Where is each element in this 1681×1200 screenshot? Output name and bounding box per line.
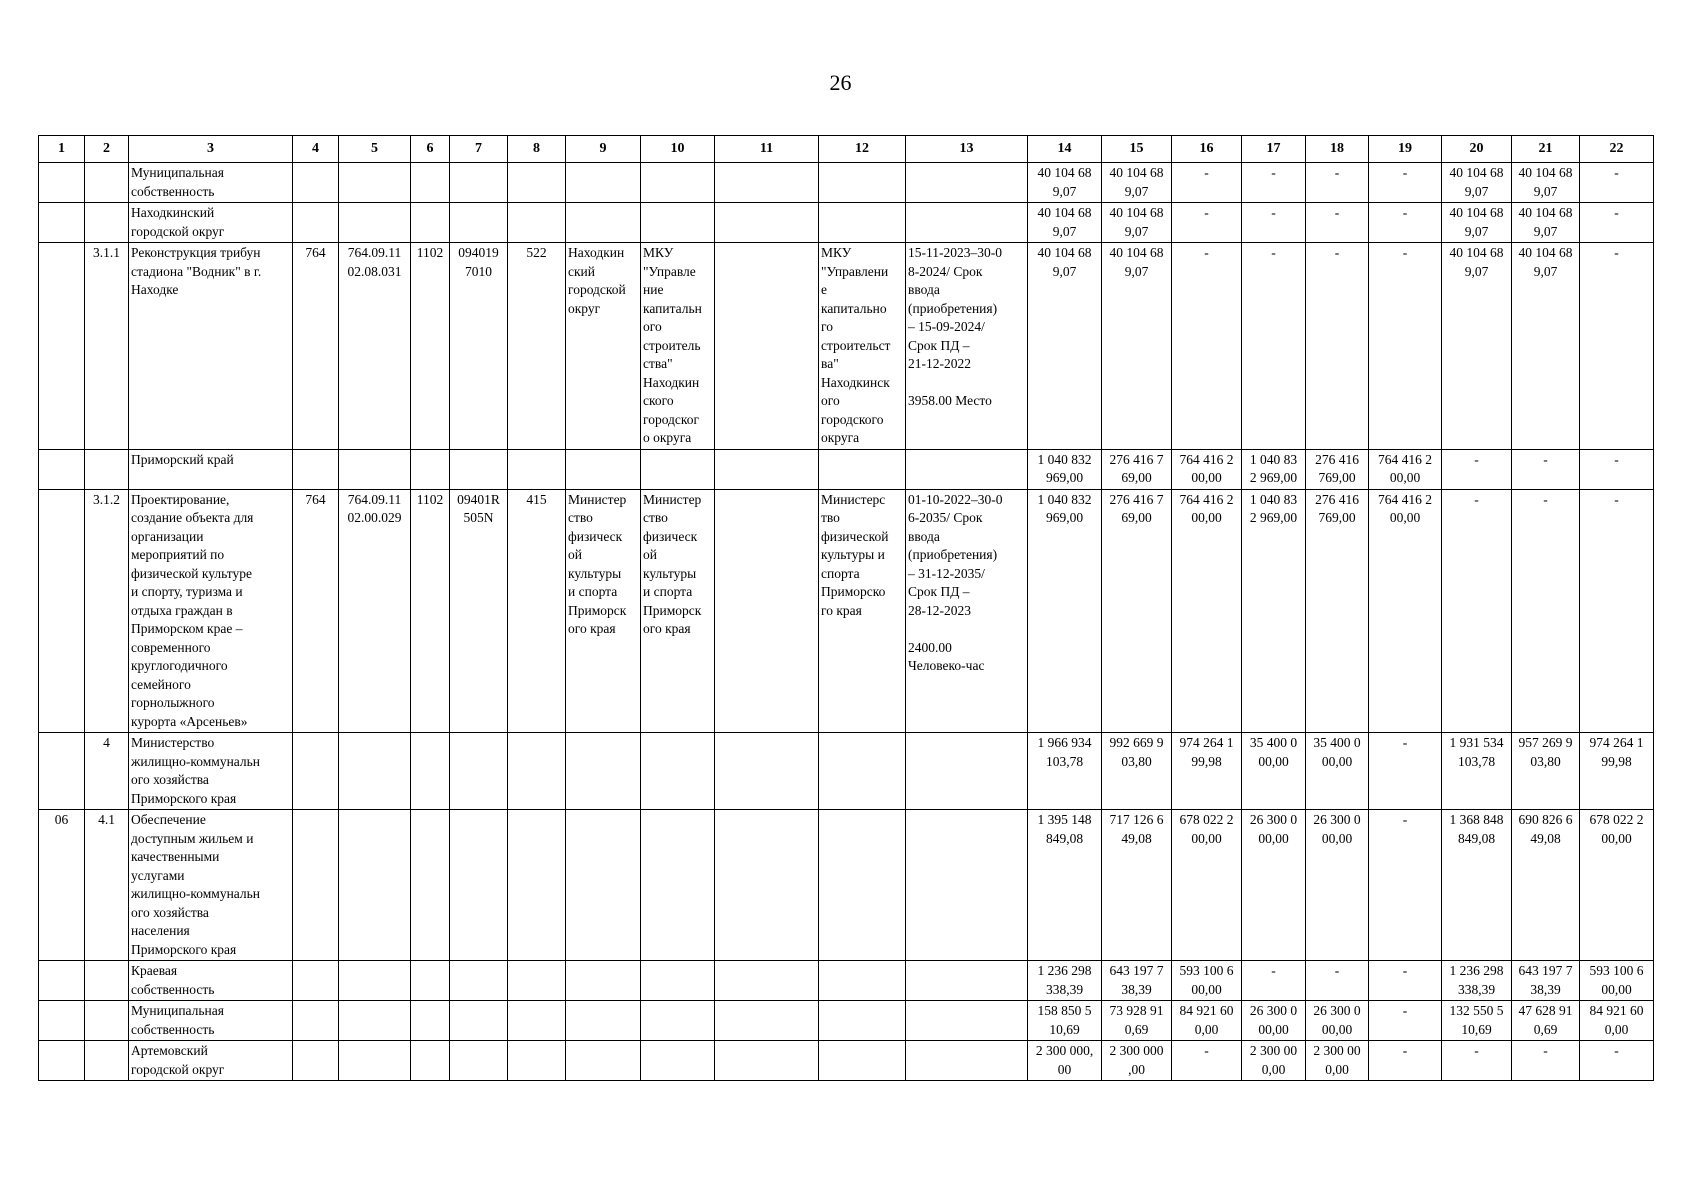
col-7-target-cell	[450, 733, 508, 810]
col-8-type-cell	[508, 810, 566, 961]
col-17-amount-cell: -	[1242, 203, 1306, 243]
col-7-target-cell: 09401R 505N	[450, 489, 508, 733]
col-7-target-cell	[450, 449, 508, 489]
col-4-grbs-cell	[293, 733, 339, 810]
header-cell: 22	[1580, 136, 1654, 163]
col-7-target-cell	[450, 1041, 508, 1081]
header-cell: 7	[450, 136, 508, 163]
col-5-code-cell	[339, 961, 411, 1001]
col-14-amount-cell: 1 040 832 969,00	[1028, 449, 1102, 489]
col-5-code-cell	[339, 810, 411, 961]
col-11-cell	[715, 449, 819, 489]
col-22-amount-cell: -	[1580, 449, 1654, 489]
col-15-amount-cell: 276 416 7 69,00	[1102, 489, 1172, 733]
header-cell: 17	[1242, 136, 1306, 163]
col-11-cell	[715, 810, 819, 961]
table-row	[39, 733, 1654, 810]
col-6-section-cell	[411, 733, 450, 810]
col-7-target-cell	[450, 961, 508, 1001]
col-21-amount-cell: 690 826 6 49,08	[1512, 810, 1580, 961]
col-19-amount-cell: 764 416 2 00,00	[1369, 449, 1442, 489]
col-8-type-cell: 415	[508, 489, 566, 733]
col-5-code-cell: 764.09.11 02.00.029	[339, 489, 411, 733]
col-4-grbs-cell	[293, 1041, 339, 1081]
col-17-amount-cell: -	[1242, 243, 1306, 450]
col-17-amount-cell: 2 300 00 0,00	[1242, 1041, 1306, 1081]
col-8-type-cell	[508, 961, 566, 1001]
col-6-section-cell: 1102	[411, 243, 450, 450]
col-18-amount-cell: 276 416 769,00	[1306, 489, 1369, 733]
header-cell: 1	[39, 136, 85, 163]
col-12-developer-cell	[819, 1041, 906, 1081]
table-body	[39, 163, 1654, 1081]
header-cell: 5	[339, 136, 411, 163]
col-19-amount-cell: -	[1369, 810, 1442, 961]
col-1-code-cell	[39, 243, 85, 450]
col-3-name-cell: Проектирование, создание объекта для организации мероприятий по физической культуре и спорту, туризма и отдыха граждан в Приморском крае – современного круглогодичного семейного горнолыжного курорта «Арсеньев»	[129, 489, 293, 733]
col-12-developer-cell	[819, 961, 906, 1001]
col-15-amount-cell: 276 416 7 69,00	[1102, 449, 1172, 489]
col-15-amount-cell: 40 104 68 9,07	[1102, 243, 1172, 450]
col-7-target-cell	[450, 203, 508, 243]
col-18-amount-cell: 276 416 769,00	[1306, 449, 1369, 489]
col-2-number-cell	[85, 1041, 129, 1081]
col-2-number-cell	[85, 1001, 129, 1041]
col-13-terms-cell: 15-11-2023–30-0 8-2024/ Срок ввода (приобретения) – 15-09-2024/ Срок ПД – 21-12-2022 3958.00 Место	[906, 243, 1028, 450]
col-3-name-cell: Реконструкция трибун стадиона "Водник" в г. Находке	[129, 243, 293, 450]
col-12-developer-cell	[819, 810, 906, 961]
col-13-terms-cell	[906, 163, 1028, 203]
col-22-amount-cell: -	[1580, 1041, 1654, 1081]
col-19-amount-cell: -	[1369, 163, 1442, 203]
col-8-type-cell	[508, 163, 566, 203]
col-8-type-cell	[508, 1001, 566, 1041]
col-11-cell	[715, 961, 819, 1001]
col-10-customer-cell	[641, 203, 715, 243]
col-16-amount-cell: 764 416 2 00,00	[1172, 449, 1242, 489]
col-16-amount-cell: -	[1172, 243, 1242, 450]
col-4-grbs-cell	[293, 961, 339, 1001]
col-9-municipality-cell	[566, 733, 641, 810]
col-4-grbs-cell: 764	[293, 243, 339, 450]
col-6-section-cell	[411, 449, 450, 489]
page-number: 26	[829, 70, 852, 95]
col-1-code-cell	[39, 489, 85, 733]
col-22-amount-cell: 974 264 1 99,98	[1580, 733, 1654, 810]
col-5-code-cell	[339, 449, 411, 489]
col-6-section-cell	[411, 961, 450, 1001]
col-21-amount-cell: 40 104 68 9,07	[1512, 203, 1580, 243]
col-11-cell	[715, 733, 819, 810]
col-7-target-cell: 094019 7010	[450, 243, 508, 450]
col-19-amount-cell: -	[1369, 1041, 1442, 1081]
col-12-developer-cell	[819, 203, 906, 243]
col-11-cell	[715, 1001, 819, 1041]
col-21-amount-cell: 957 269 9 03,80	[1512, 733, 1580, 810]
col-2-number-cell	[85, 203, 129, 243]
col-7-target-cell	[450, 810, 508, 961]
header-cell: 3	[129, 136, 293, 163]
col-12-developer-cell: Министерс тво физической культуры и спорта Приморско го края	[819, 489, 906, 733]
header-cell: 11	[715, 136, 819, 163]
col-18-amount-cell: 26 300 0 00,00	[1306, 1001, 1369, 1041]
col-19-amount-cell: -	[1369, 203, 1442, 243]
col-6-section-cell	[411, 163, 450, 203]
col-12-developer-cell: МКУ "Управлени е капитально го строительст ва" Находкинск ого городского округа	[819, 243, 906, 450]
col-10-customer-cell	[641, 1001, 715, 1041]
header-cell: 14	[1028, 136, 1102, 163]
col-13-terms-cell	[906, 810, 1028, 961]
col-17-amount-cell: 26 300 0 00,00	[1242, 1001, 1306, 1041]
col-5-code-cell	[339, 1041, 411, 1081]
header-cell: 19	[1369, 136, 1442, 163]
col-17-amount-cell: 35 400 0 00,00	[1242, 733, 1306, 810]
col-14-amount-cell: 40 104 68 9,07	[1028, 243, 1102, 450]
header-cell: 15	[1102, 136, 1172, 163]
col-20-amount-cell: 40 104 68 9,07	[1442, 243, 1512, 450]
col-14-amount-cell: 1 395 148 849,08	[1028, 810, 1102, 961]
col-15-amount-cell: 40 104 68 9,07	[1102, 203, 1172, 243]
col-22-amount-cell: 84 921 60 0,00	[1580, 1001, 1654, 1041]
table-row	[39, 1041, 1654, 1081]
col-10-customer-cell	[641, 961, 715, 1001]
col-13-terms-cell	[906, 449, 1028, 489]
col-4-grbs-cell	[293, 1001, 339, 1041]
col-12-developer-cell	[819, 449, 906, 489]
col-2-number-cell	[85, 449, 129, 489]
col-18-amount-cell: -	[1306, 961, 1369, 1001]
col-16-amount-cell: -	[1172, 1041, 1242, 1081]
header-cell: 13	[906, 136, 1028, 163]
header-cell: 10	[641, 136, 715, 163]
col-10-customer-cell: Министер ство физическ ой культуры и спорта Приморск ого края	[641, 489, 715, 733]
col-17-amount-cell: 1 040 83 2 969,00	[1242, 449, 1306, 489]
col-17-amount-cell: 26 300 0 00,00	[1242, 810, 1306, 961]
col-22-amount-cell: -	[1580, 163, 1654, 203]
col-13-terms-cell: 01-10-2022–30-0 6-2035/ Срок ввода (приобретения) – 31-12-2035/ Срок ПД – 28-12-2023 2400.00 Человеко-час	[906, 489, 1028, 733]
col-7-target-cell	[450, 163, 508, 203]
col-5-code-cell	[339, 733, 411, 810]
table-row	[39, 1001, 1654, 1041]
col-6-section-cell	[411, 1041, 450, 1081]
table-row	[39, 489, 1654, 733]
col-20-amount-cell: 40 104 68 9,07	[1442, 163, 1512, 203]
col-11-cell	[715, 489, 819, 733]
table-row	[39, 163, 1654, 203]
col-15-amount-cell: 717 126 6 49,08	[1102, 810, 1172, 961]
table-row	[39, 243, 1654, 450]
col-17-amount-cell: -	[1242, 163, 1306, 203]
header-cell: 4	[293, 136, 339, 163]
col-8-type-cell	[508, 1041, 566, 1081]
col-15-amount-cell: 2 300 000 ,00	[1102, 1041, 1172, 1081]
col-4-grbs-cell: 764	[293, 489, 339, 733]
col-10-customer-cell: МКУ "Управле ние капитальн ого строитель ства" Находкин ского городског о округа	[641, 243, 715, 450]
col-4-grbs-cell	[293, 810, 339, 961]
col-20-amount-cell: 1 931 534 103,78	[1442, 733, 1512, 810]
col-9-municipality-cell	[566, 1041, 641, 1081]
header-cell: 18	[1306, 136, 1369, 163]
col-9-municipality-cell	[566, 449, 641, 489]
col-13-terms-cell	[906, 733, 1028, 810]
col-14-amount-cell: 2 300 000, 00	[1028, 1041, 1102, 1081]
header-cell: 12	[819, 136, 906, 163]
col-19-amount-cell: 764 416 2 00,00	[1369, 489, 1442, 733]
col-20-amount-cell: 40 104 68 9,07	[1442, 203, 1512, 243]
col-12-developer-cell	[819, 733, 906, 810]
col-22-amount-cell: 593 100 6 00,00	[1580, 961, 1654, 1001]
col-4-grbs-cell	[293, 203, 339, 243]
col-14-amount-cell: 40 104 68 9,07	[1028, 163, 1102, 203]
col-8-type-cell: 522	[508, 243, 566, 450]
header-cell: 16	[1172, 136, 1242, 163]
col-22-amount-cell: 678 022 2 00,00	[1580, 810, 1654, 961]
col-21-amount-cell: 40 104 68 9,07	[1512, 163, 1580, 203]
header-cell: 8	[508, 136, 566, 163]
col-18-amount-cell: 35 400 0 00,00	[1306, 733, 1369, 810]
col-6-section-cell	[411, 203, 450, 243]
col-5-code-cell	[339, 163, 411, 203]
col-16-amount-cell: 974 264 1 99,98	[1172, 733, 1242, 810]
col-19-amount-cell: -	[1369, 733, 1442, 810]
col-2-number-cell: 3.1.1	[85, 243, 129, 450]
table-row	[39, 961, 1654, 1001]
col-16-amount-cell: 593 100 6 00,00	[1172, 961, 1242, 1001]
header-cell: 6	[411, 136, 450, 163]
col-16-amount-cell: -	[1172, 163, 1242, 203]
col-18-amount-cell: -	[1306, 203, 1369, 243]
header-row	[39, 136, 1654, 163]
col-9-municipality-cell: Находкин ский городской округ	[566, 243, 641, 450]
col-3-name-cell: Краевая собственность	[129, 961, 293, 1001]
col-1-code-cell	[39, 163, 85, 203]
col-14-amount-cell: 1 236 298 338,39	[1028, 961, 1102, 1001]
col-3-name-cell: Приморский край	[129, 449, 293, 489]
col-9-municipality-cell: Министер ство физическ ой культуры и спорта Приморск ого края	[566, 489, 641, 733]
col-1-code-cell: 06	[39, 810, 85, 961]
col-21-amount-cell: 643 197 7 38,39	[1512, 961, 1580, 1001]
col-13-terms-cell	[906, 1001, 1028, 1041]
col-8-type-cell	[508, 733, 566, 810]
col-6-section-cell	[411, 1001, 450, 1041]
col-21-amount-cell: -	[1512, 489, 1580, 733]
col-16-amount-cell: 678 022 2 00,00	[1172, 810, 1242, 961]
col-21-amount-cell: -	[1512, 1041, 1580, 1081]
col-20-amount-cell: 132 550 5 10,69	[1442, 1001, 1512, 1041]
budget-table	[38, 135, 1654, 1081]
col-4-grbs-cell	[293, 449, 339, 489]
col-21-amount-cell: -	[1512, 449, 1580, 489]
header-cell: 2	[85, 136, 129, 163]
col-18-amount-cell: -	[1306, 243, 1369, 450]
col-5-code-cell	[339, 203, 411, 243]
col-21-amount-cell: 47 628 91 0,69	[1512, 1001, 1580, 1041]
col-18-amount-cell: 2 300 00 0,00	[1306, 1041, 1369, 1081]
table-row	[39, 449, 1654, 489]
col-2-number-cell: 4	[85, 733, 129, 810]
col-3-name-cell: Артемовский городской округ	[129, 1041, 293, 1081]
col-4-grbs-cell	[293, 163, 339, 203]
col-19-amount-cell: -	[1369, 961, 1442, 1001]
col-16-amount-cell: 84 921 60 0,00	[1172, 1001, 1242, 1041]
col-19-amount-cell: -	[1369, 1001, 1442, 1041]
col-3-name-cell: Обеспечение доступным жильем и качественными услугами жилищно-коммунальн ого хозяйства населения Приморского края	[129, 810, 293, 961]
col-20-amount-cell: 1 236 298 338,39	[1442, 961, 1512, 1001]
col-12-developer-cell	[819, 163, 906, 203]
col-15-amount-cell: 992 669 9 03,80	[1102, 733, 1172, 810]
col-8-type-cell	[508, 449, 566, 489]
col-13-terms-cell	[906, 203, 1028, 243]
col-15-amount-cell: 643 197 7 38,39	[1102, 961, 1172, 1001]
col-3-name-cell: Находкинский городской округ	[129, 203, 293, 243]
col-15-amount-cell: 40 104 68 9,07	[1102, 163, 1172, 203]
col-14-amount-cell: 40 104 68 9,07	[1028, 203, 1102, 243]
col-15-amount-cell: 73 928 91 0,69	[1102, 1001, 1172, 1041]
col-10-customer-cell	[641, 449, 715, 489]
col-2-number-cell: 4.1	[85, 810, 129, 961]
col-9-municipality-cell	[566, 961, 641, 1001]
col-22-amount-cell: -	[1580, 243, 1654, 450]
col-9-municipality-cell	[566, 163, 641, 203]
col-14-amount-cell: 1 040 832 969,00	[1028, 489, 1102, 733]
col-2-number-cell	[85, 961, 129, 1001]
col-22-amount-cell: -	[1580, 203, 1654, 243]
col-7-target-cell	[450, 1001, 508, 1041]
col-1-code-cell	[39, 449, 85, 489]
col-16-amount-cell: -	[1172, 203, 1242, 243]
col-14-amount-cell: 1 966 934 103,78	[1028, 733, 1102, 810]
col-10-customer-cell	[641, 163, 715, 203]
col-16-amount-cell: 764 416 2 00,00	[1172, 489, 1242, 733]
table-row	[39, 810, 1654, 961]
col-20-amount-cell: 1 368 848 849,08	[1442, 810, 1512, 961]
col-3-name-cell: Муниципальная собственность	[129, 163, 293, 203]
col-8-type-cell	[508, 203, 566, 243]
col-1-code-cell	[39, 1001, 85, 1041]
col-1-code-cell	[39, 733, 85, 810]
col-10-customer-cell	[641, 733, 715, 810]
col-12-developer-cell	[819, 1001, 906, 1041]
col-9-municipality-cell	[566, 1001, 641, 1041]
col-11-cell	[715, 203, 819, 243]
col-14-amount-cell: 158 850 5 10,69	[1028, 1001, 1102, 1041]
col-1-code-cell	[39, 1041, 85, 1081]
col-2-number-cell	[85, 163, 129, 203]
col-1-code-cell	[39, 203, 85, 243]
table-row	[39, 203, 1654, 243]
col-9-municipality-cell	[566, 810, 641, 961]
col-6-section-cell	[411, 810, 450, 961]
col-20-amount-cell: -	[1442, 1041, 1512, 1081]
col-3-name-cell: Министерство жилищно-коммунальн ого хозяйства Приморского края	[129, 733, 293, 810]
header-cell: 9	[566, 136, 641, 163]
col-17-amount-cell: 1 040 83 2 969,00	[1242, 489, 1306, 733]
col-20-amount-cell: -	[1442, 449, 1512, 489]
col-3-name-cell: Муниципальная собственность	[129, 1001, 293, 1041]
col-21-amount-cell: 40 104 68 9,07	[1512, 243, 1580, 450]
col-11-cell	[715, 243, 819, 450]
col-11-cell	[715, 1041, 819, 1081]
col-2-number-cell: 3.1.2	[85, 489, 129, 733]
col-13-terms-cell	[906, 961, 1028, 1001]
col-10-customer-cell	[641, 810, 715, 961]
col-13-terms-cell	[906, 1041, 1028, 1081]
col-22-amount-cell: -	[1580, 489, 1654, 733]
col-18-amount-cell: -	[1306, 163, 1369, 203]
col-20-amount-cell: -	[1442, 489, 1512, 733]
header-cell: 20	[1442, 136, 1512, 163]
col-17-amount-cell: -	[1242, 961, 1306, 1001]
col-5-code-cell	[339, 1001, 411, 1041]
col-10-customer-cell	[641, 1041, 715, 1081]
col-5-code-cell: 764.09.11 02.08.031	[339, 243, 411, 450]
col-9-municipality-cell	[566, 203, 641, 243]
col-19-amount-cell: -	[1369, 243, 1442, 450]
header-cell: 21	[1512, 136, 1580, 163]
col-6-section-cell: 1102	[411, 489, 450, 733]
col-18-amount-cell: 26 300 0 00,00	[1306, 810, 1369, 961]
col-1-code-cell	[39, 961, 85, 1001]
col-11-cell	[715, 163, 819, 203]
